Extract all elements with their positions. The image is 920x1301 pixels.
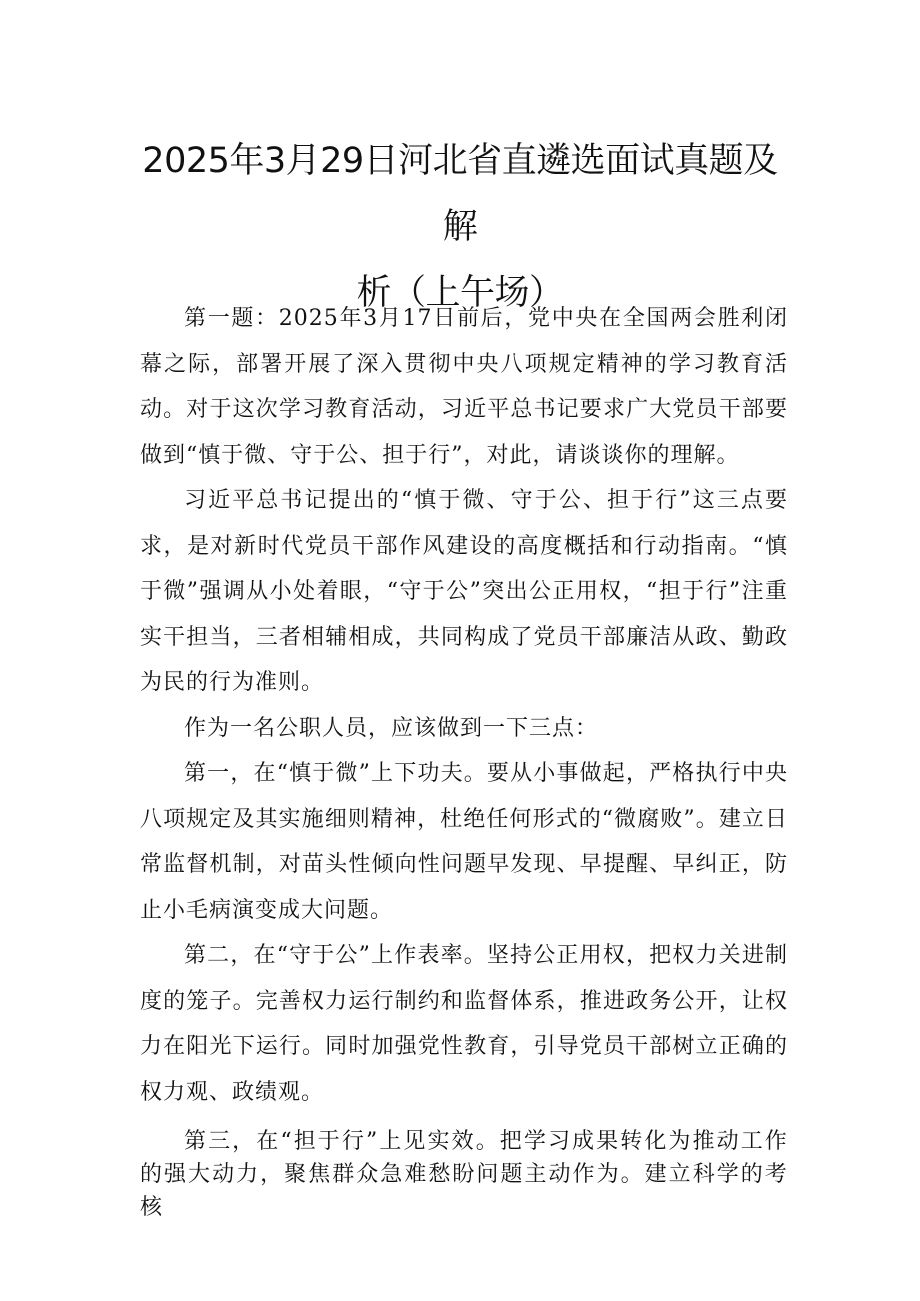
- title-line-2: 析（上午场）: [356, 273, 564, 313]
- paragraph-point-1: 第一，在“慎于微”上下功夫。要从小事做起，严格执行中央八项规定及其实施细则精神，杜绝任何形式的“微腐败”。建立日常监督机制，对苗头性倾向性问题早发现、早提醒、早纠正，防止小毛病演变成大问题。: [140, 761, 788, 923]
- paragraph-answer-lead: 作为一名公职人员，应该做到一下三点：: [184, 715, 599, 741]
- document-body: [140, 296, 788, 1224]
- title-line-1: 2025年3月29日河北省直遴选面试真题及解: [142, 141, 778, 247]
- paragraph-point-2: 第二，在“守于公”上作表率。坚持公正用权，把权力关进制度的笼子。完善权力运行制约和监督体系，推进政务公开，让权力在阳光下运行。同时加强党性教育，引导党员干部树立正确的权力观、政绩观。: [140, 943, 788, 1105]
- paragraph-answer-intro: 习近平总书记提出的“慎于微、守于公、担于行”这三点要求，是对新时代党员干部作风建设的高度概括和行动指南。“慎于微”强调从小处着眼，“守于公”突出公正用权，“担于行”注重实干担当，三者相辅相成，共同构成了党员干部廉洁从政、勤政为民的行为准则。: [140, 488, 788, 695]
- paragraph-point-3: 第三，在“担于行”上见实效。把学习成果转化为推动工作的强大动力，聚焦群众急难愁盼问题主动作为。建立科学的考核: [140, 1129, 788, 1220]
- paragraph-question-1: 第一题：2025年3月17日前后，党中央在全国两会胜利闭幕之际，部署开展了深入贯彻中央八项规定精神的学习教育活动。对于这次学习教育活动，习近平总书记要求广大党员干部要做到“慎于微、守于公、担于行”，对此，请谈谈你的理解。: [140, 306, 788, 468]
